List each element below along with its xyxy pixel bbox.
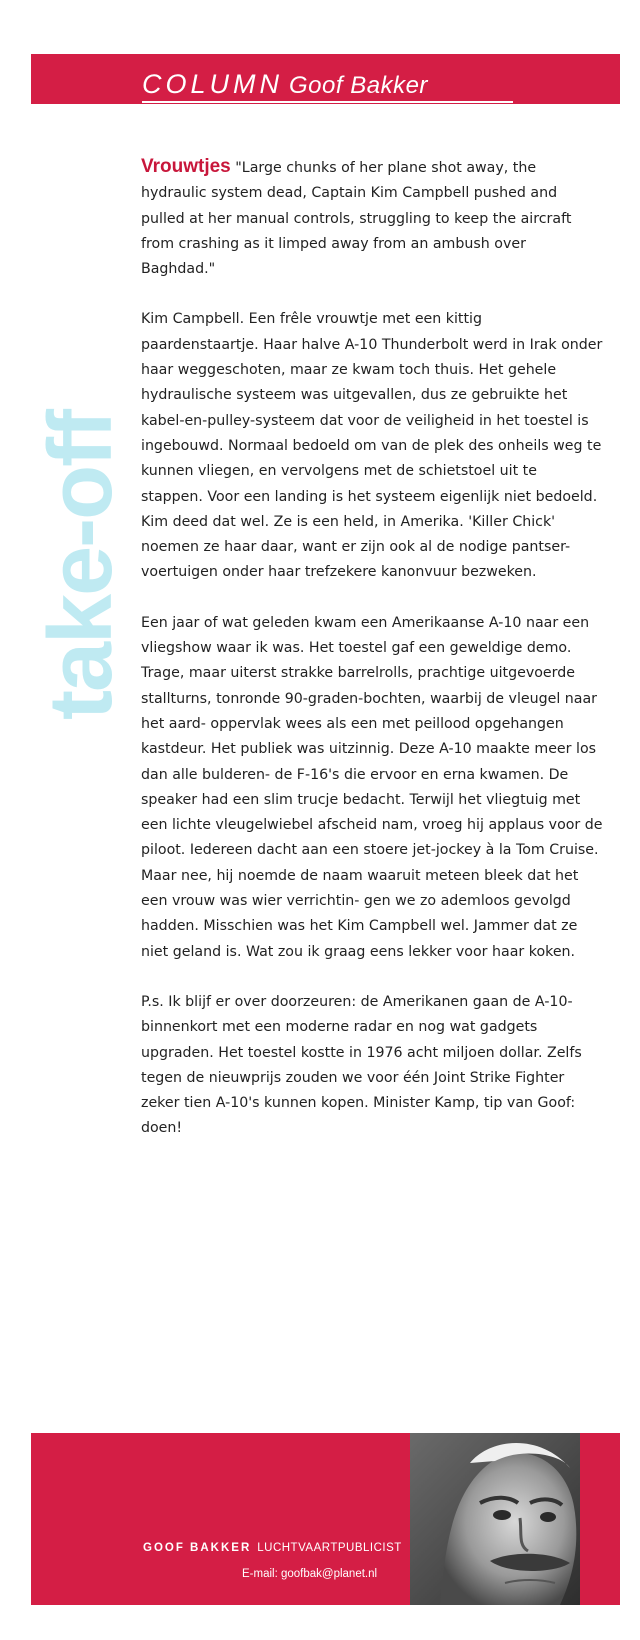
author-portrait-photo [410,1433,580,1605]
author-name: GOOF BAKKER [143,1542,252,1554]
article-body [141,154,603,1167]
column-author: Goof Bakker [289,72,428,99]
header-underline [142,101,513,103]
intro-quote: "Large chunks of her plane shot away, the hydraulic system dead, Captain Kim Campbell pushed and pulled at her manual controls, struggling to keep the aircraft from crashing as it limped away from an ambush over Baghdad." [141,160,572,278]
author-email: E-mail: goofbak@planet.nl [242,1568,378,1580]
article-headline: Vrouwtjes [141,156,231,177]
author-credit [143,1542,402,1554]
column-title [142,71,428,98]
article-paragraph-3: P.s. Ik blijf er over doorzeuren: de Amerikanen gaan de A-10- binnenkort met een moderne radar en nog wat gadgets upgraden. Het toestel kostte in 1976 acht miljoen dollar. Zelfs tegen de nieuwprijs zouden we voor één Joint Strike Fighter zeker tien A-10's kunnen kopen. Minister Kamp, tip van Goof: doen! [141,993,582,1137]
section-side-label: take-off [31,410,131,720]
portrait-illustration [410,1433,580,1605]
column-label: COLUMN [142,69,284,99]
author-role: LUCHTVAARTPUBLICIST [257,1542,402,1554]
article-paragraph-2: Een jaar of wat geleden kwam een Amerikaanse A-10 naar een vliegshow waar ik was. Het toestel gaf een geweldige demo. Trage, maar uiterst strakke barrelrolls, prachtige uitgevoerde stallturns, tonronde 90-graden-bochten, waarbij de vleugel naar het aard- oppervlak wees als een met peillood opgehangen kastdeur. Het publiek was uitzinnig. Deze A-10 maakte meer los dan alle bulderen- de F-16's die ervoor en erna kwamen. De speaker had een slim trucje bedacht. Terwijl het vliegtuig met een lichte vleugelwiebel afscheid nam, vroeg hij applaus voor de piloot. Iedereen dacht aan een stoere jet-jockey à la Tom Cruise. Maar nee, hij noemde de naam waaruit meteen bleek dat het een vrouw was wier verrichtin- gen we zo ademloos gevolgd hadden. Misschien was het Kim Campbell wel. Jammer dat ze niet geland is. Wat zou ik graag eens lekker voor haar koken. [141,614,603,960]
article-intro [141,154,603,282]
article-paragraph-1: Kim Campbell. Een frêle vrouwtje met een kittig paardenstaartje. Haar halve A-10 Thunderbolt werd in Irak onder haar weggeschoten, maar ze kwam toch thuis. Het gehele hydraulische systeem was uitgevallen, dus ze gebruikte het kabel-en-pulley-systeem dat voor de veiligheid in het toestel is ingebouwd. Normaal bedoeld om van de plek des onheils weg te kunnen vliegen, en vervolgens met de schietstoel uit te stappen. Voor een landing is het systeem eigenlijk niet bedoeld. Kim deed dat wel. Ze is een held, in Amerika. 'Killer Chick' noemen ze haar daar, want er zijn ook al de nodige pantser- voertuigen onder haar trefzekere kanonvuur bezweken. [141,311,603,581]
